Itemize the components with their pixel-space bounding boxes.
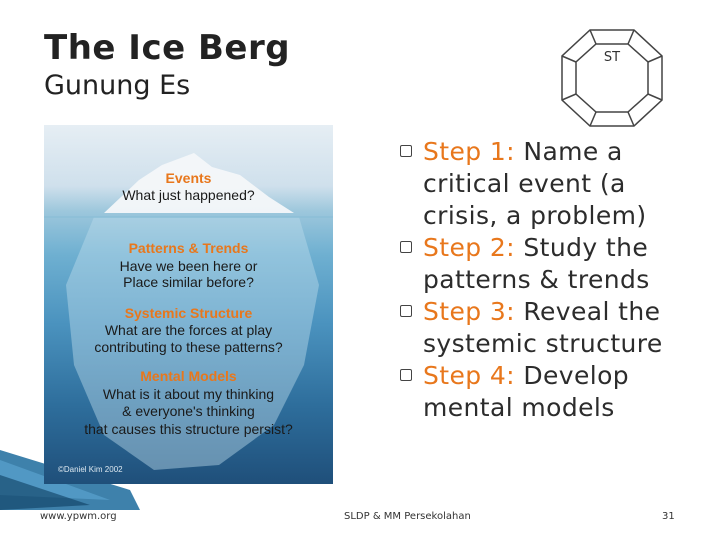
step-number: Step 4: (423, 361, 515, 390)
list-item (400, 360, 700, 424)
steps-list (400, 136, 700, 424)
bullet-icon (400, 241, 412, 253)
structure-line-1: What are the forces at play (104, 322, 273, 338)
events-text: What just happened? (122, 187, 255, 203)
models-line-2: & everyone's thinking (122, 403, 255, 419)
octagon-icon (560, 28, 664, 128)
models-line-1: What is it about my thinking (102, 386, 275, 402)
iceberg-image (44, 125, 333, 484)
step-number: Step 2: (423, 233, 515, 262)
slide-title: The Ice Berg (44, 28, 291, 68)
step-text: Develop mental models (423, 361, 630, 422)
badge-label: ST (603, 50, 621, 65)
step-number: Step 1: (423, 137, 515, 166)
events-heading: Events (165, 170, 212, 186)
bullet-icon (400, 305, 412, 317)
list-item (400, 296, 700, 360)
patterns-line-2: Place similar before? (123, 274, 254, 290)
structure-heading: Systemic Structure (124, 305, 253, 321)
patterns-line-1: Have we been here or (119, 258, 258, 274)
footer-website: www.ypwm.org (40, 511, 117, 522)
bullet-icon (400, 145, 412, 157)
patterns-heading: Patterns & Trends (128, 240, 249, 256)
step-text: Name a critical event (a crisis, a problem) (423, 137, 647, 230)
structure-line-2: contributing to these patterns? (94, 339, 283, 355)
image-copyright: ©Daniel Kim 2002 (58, 465, 123, 474)
footer-title: SLDP & MM Persekolahan (344, 511, 471, 522)
systems-thinking-badge (560, 28, 664, 128)
models-line-3: that causes this structure persist? (84, 421, 293, 437)
bullet-icon (400, 369, 412, 381)
step-text: Study the patterns & trends (423, 233, 650, 294)
step-number: Step 3: (423, 297, 515, 326)
list-item (400, 232, 700, 296)
list-item (400, 136, 700, 232)
slide-subtitle: Gunung Es (44, 70, 191, 101)
step-text: Reveal the systemic structure (423, 297, 663, 358)
models-heading: Mental Models (140, 368, 237, 384)
page-number: 31 (662, 511, 675, 522)
